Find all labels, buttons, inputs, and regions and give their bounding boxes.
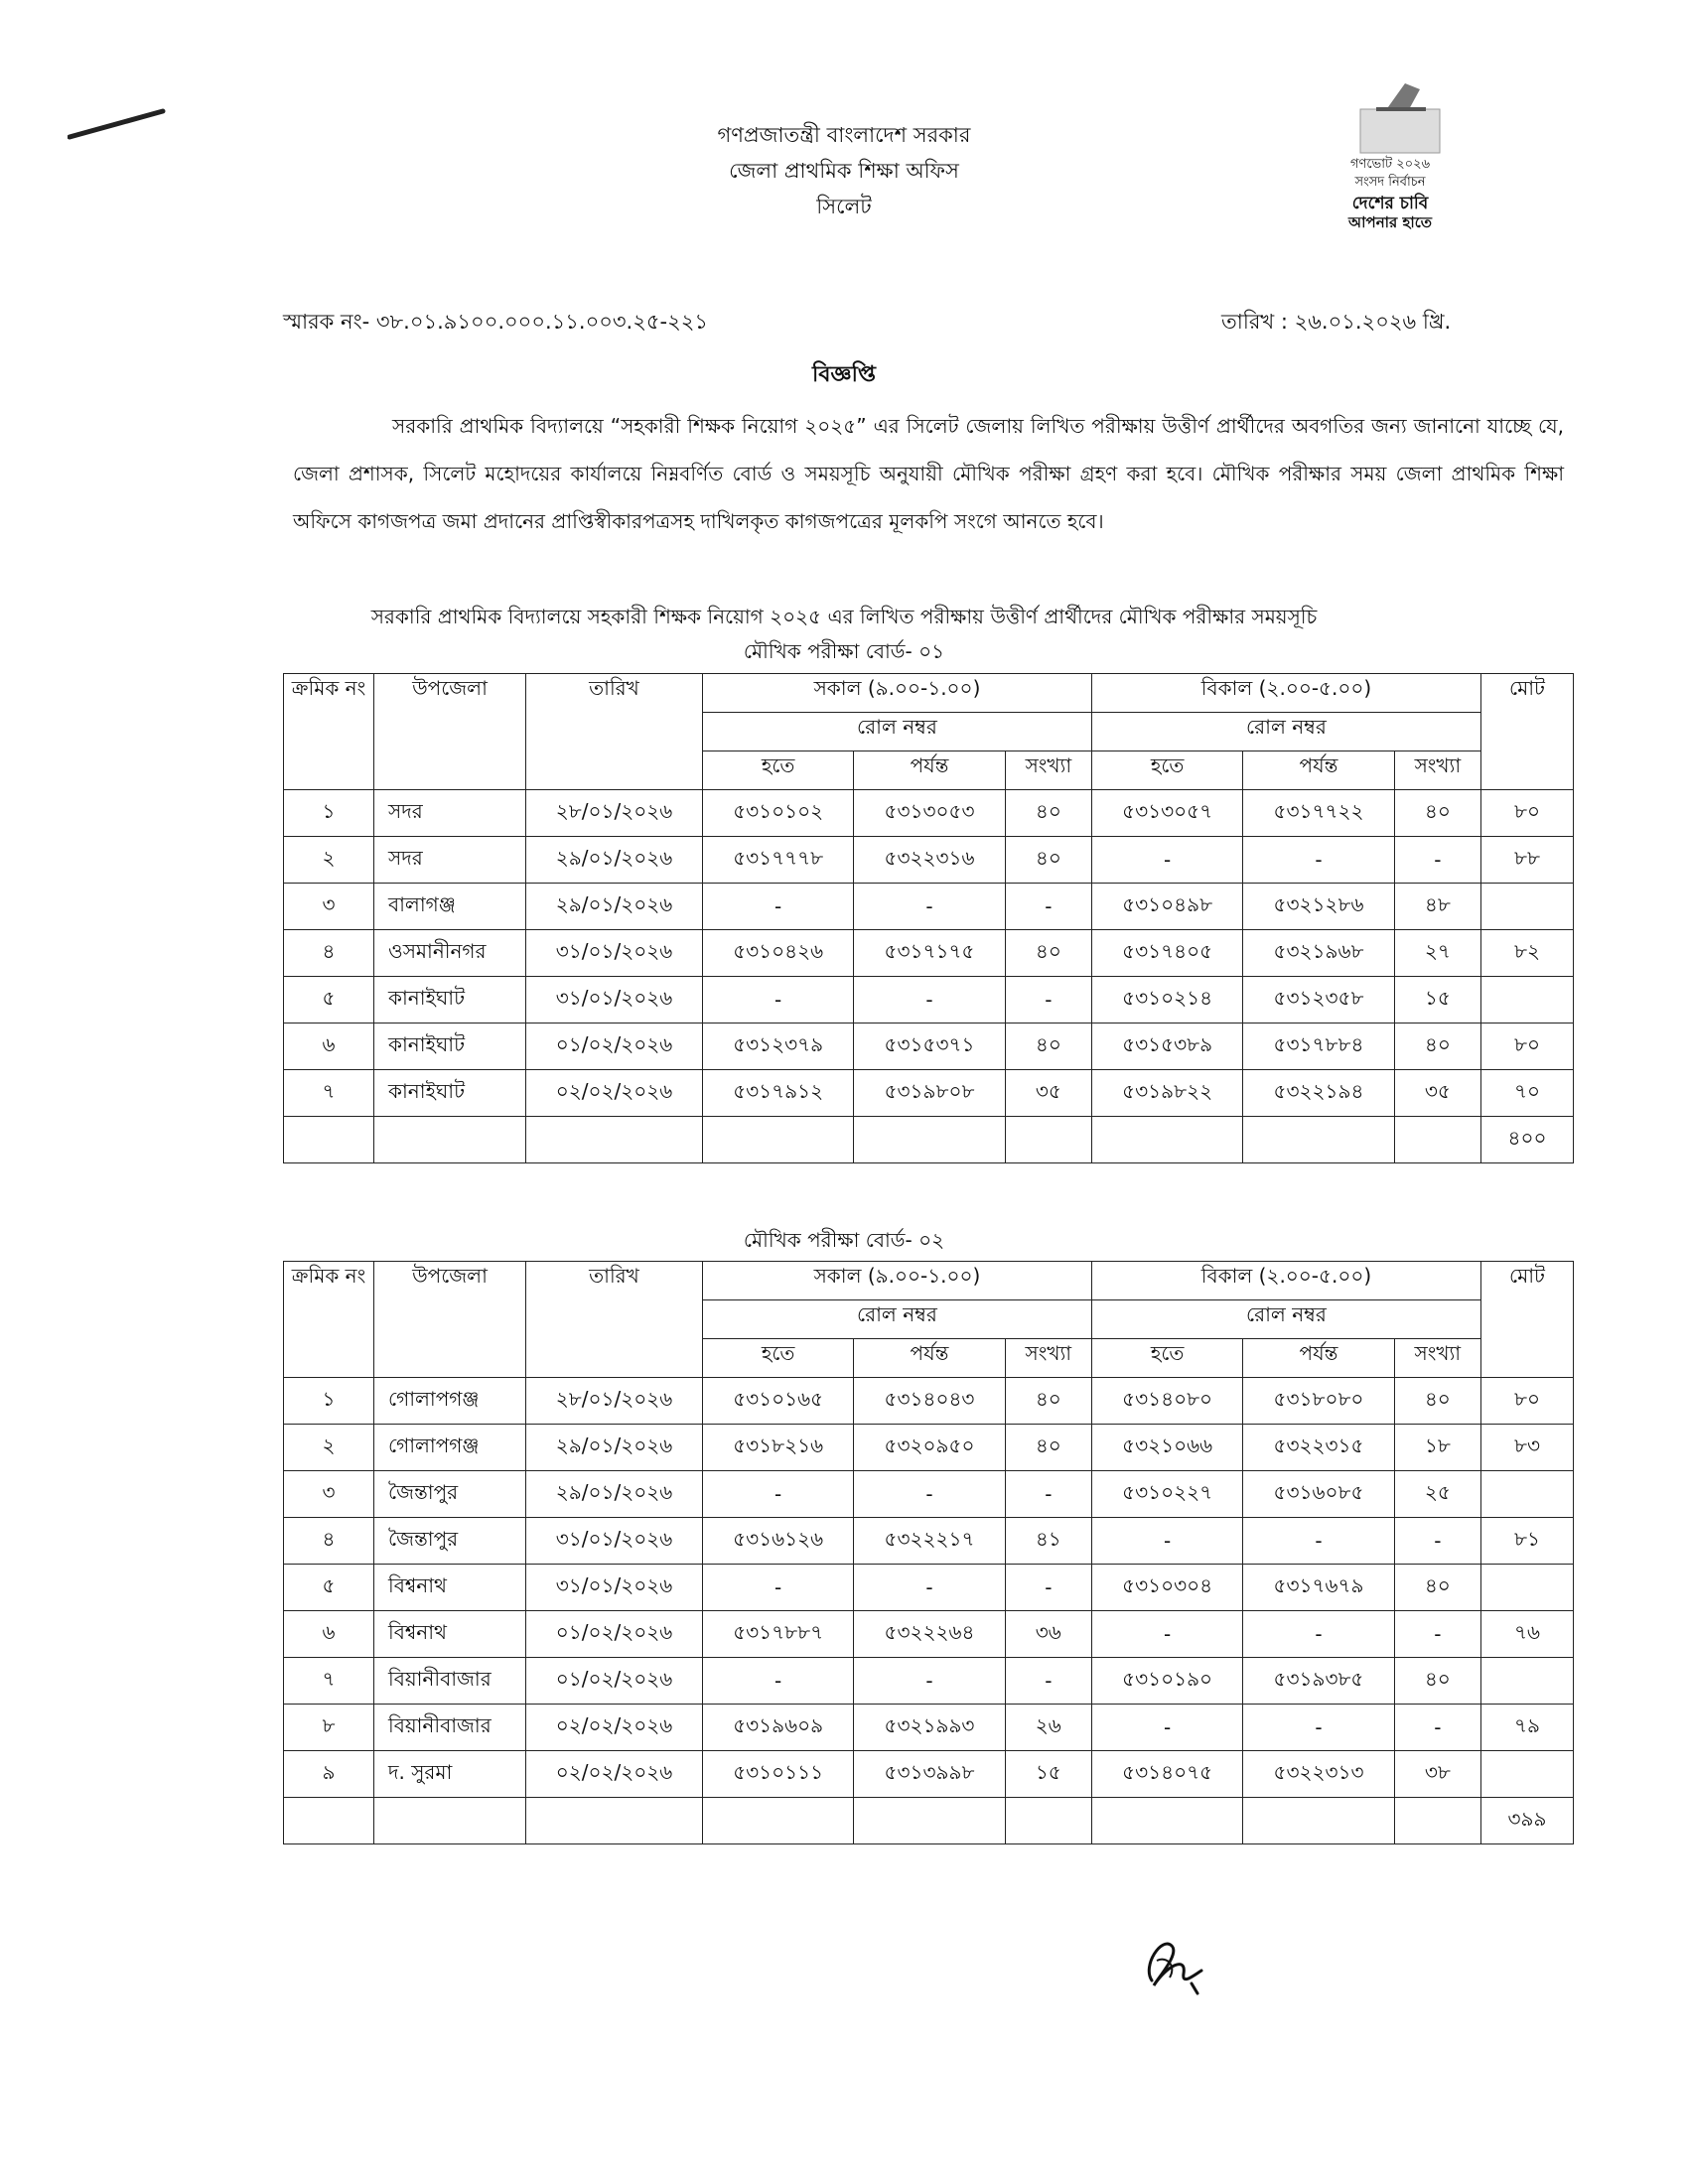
table-row: [284, 1471, 1574, 1518]
cell-afternoon-count: ৪৮: [1394, 884, 1480, 930]
cell-serial: ৭: [284, 1070, 374, 1117]
cell-upazila: ওসমানীনগর: [374, 930, 526, 977]
cell-total: [1481, 977, 1574, 1024]
cell-morning-from: -: [703, 1471, 854, 1518]
table-row: [284, 1611, 1574, 1658]
cell-serial: ৫: [284, 1565, 374, 1611]
cell-morning-from: ৫৩১৬১২৬: [703, 1518, 854, 1565]
cell-afternoon-to: ৫৩২১২৮৬: [1243, 884, 1394, 930]
cell-total: ৮৩: [1481, 1425, 1574, 1471]
cell-upazila: দ. সুরমা: [374, 1751, 526, 1798]
col-afternoon-from: হতে: [1091, 751, 1242, 790]
cell-total: ৮০: [1481, 790, 1574, 837]
cell-afternoon-from: ৫৩১০২২৭: [1091, 1471, 1242, 1518]
cell-date: ৩১/০১/২০২৬: [526, 1565, 703, 1611]
cell-morning-count: ৪০: [1005, 1024, 1091, 1070]
col-afternoon-to: পর্যন্ত: [1243, 751, 1394, 790]
table-row: [284, 1070, 1574, 1117]
cell-upazila: সদর: [374, 837, 526, 884]
cell-date: ০১/০২/২০২৬: [526, 1024, 703, 1070]
cell-afternoon-from: ৫৩১৪০৮০: [1091, 1378, 1242, 1425]
cell-total: [1481, 1471, 1574, 1518]
table-row: [284, 1658, 1574, 1705]
cell-afternoon-count: ১৫: [1394, 977, 1480, 1024]
board2-title: মৌখিক পরীক্ষা বোর্ড- ০২: [743, 1228, 945, 1252]
col-morning-count: সংখ্যা: [1005, 1339, 1091, 1378]
empty-cell: [854, 1798, 1005, 1844]
cell-afternoon-from: ৫৩১৭৪০৫: [1091, 930, 1242, 977]
cell-date: ২৮/০১/২০২৬: [526, 1378, 703, 1425]
col-morning-roll: রোল নম্বর: [703, 713, 1092, 751]
col-serial: ক্রমিক নং: [284, 674, 374, 790]
cell-date: ২৯/০১/২০২৬: [526, 1425, 703, 1471]
logo-line-2: সংসদ নির্বাচন: [1354, 175, 1426, 190]
cell-morning-count: ৪০: [1005, 930, 1091, 977]
cell-upazila: বিয়ানীবাজার: [374, 1705, 526, 1751]
cell-morning-to: -: [854, 1471, 1005, 1518]
cell-afternoon-count: -: [1394, 837, 1480, 884]
cell-date: ০১/০২/২০২৬: [526, 1611, 703, 1658]
cell-upazila: জৈন্তাপুর: [374, 1471, 526, 1518]
table-row: [284, 1705, 1574, 1751]
cell-morning-to: ৫৩১৪০৪৩: [854, 1378, 1005, 1425]
col-afternoon-count: সংখ্যা: [1394, 1339, 1480, 1378]
cell-upazila: বিশ্বনাথ: [374, 1611, 526, 1658]
cell-upazila: কানাইঘাট: [374, 1024, 526, 1070]
grand-total: ৪০০: [1481, 1117, 1574, 1163]
grand-total-row: [284, 1798, 1574, 1844]
cell-morning-to: ৫৩২১৯৯৩: [854, 1705, 1005, 1751]
col-afternoon-roll: রোল নম্বর: [1091, 1300, 1480, 1339]
cell-morning-to: -: [854, 1565, 1005, 1611]
cell-afternoon-to: ৫৩১৭৮৮৪: [1243, 1024, 1394, 1070]
board2-table: [283, 1261, 1574, 1844]
cell-afternoon-count: ৪০: [1394, 1658, 1480, 1705]
cell-date: ৩১/০১/২০২৬: [526, 977, 703, 1024]
board1-title: মৌখিক পরীক্ষা বোর্ড- ০১: [743, 639, 945, 663]
cell-upazila: বালাগঞ্জ: [374, 884, 526, 930]
header-district: সিলেট: [816, 195, 872, 218]
cell-morning-to: -: [854, 977, 1005, 1024]
empty-cell: [284, 1117, 374, 1163]
cell-afternoon-from: ৫৩১০১৯০: [1091, 1658, 1242, 1705]
cell-afternoon-to: ৫৩২২১৯৪: [1243, 1070, 1394, 1117]
cell-date: ০২/০২/২০২৬: [526, 1751, 703, 1798]
schedule-caption: সরকারি প্রাথমিক বিদ্যালয়ে সহকারী শিক্ষক নিয়োগ ২০২৫ এর লিখিত পরীক্ষায় উত্তীর্ণ প্রার্থীদের মৌখিক পরীক্ষার সময়সূচি: [370, 605, 1318, 628]
cell-morning-from: ৫৩১০১১১: [703, 1751, 854, 1798]
ballot-box-icon: [1281, 79, 1499, 159]
cell-afternoon-to: ৫৩১২৩৫৮: [1243, 977, 1394, 1024]
cell-morning-count: -: [1005, 884, 1091, 930]
cell-morning-count: -: [1005, 977, 1091, 1024]
logo-line-3: দেশের চাবি: [1351, 194, 1429, 213]
table-row: [284, 790, 1574, 837]
cell-date: ২৮/০১/২০২৬: [526, 790, 703, 837]
cell-morning-to: ৫৩২২২১৭: [854, 1518, 1005, 1565]
cell-afternoon-from: ৫৩১৫৩৮৯: [1091, 1024, 1242, 1070]
notice-body: সরকারি প্রাথমিক বিদ্যালয়ে “সহকারী শিক্ষক নিয়োগ ২০২৫” এর সিলেট জেলায় লিখিত পরীক্ষায় উত্তীর্ণ প্রার্থীদের অবগতির জন্য জানানো যাচ্ছে যে, জেলা প্রশাসক, সিলেট মহোদয়ের কার্যালয়ে নিম্নবর্ণিত বোর্ড ও সময়সূচি অনুযায়ী মৌখিক পরীক্ষা গ্রহণ করা হবে। মৌখিক পরীক্ষার সময় জেলা প্রাথমিক শিক্ষা অফিসে কাগজপত্র জমা প্রদানের প্রাপ্তিস্বীকারপত্রসহ দাখিলকৃত কাগজপত্রের মূলকপি সংগে আনতে হবে।: [293, 414, 1564, 533]
cell-morning-from: ৫৩১৮২১৬: [703, 1425, 854, 1471]
cell-upazila: গোলাপগঞ্জ: [374, 1378, 526, 1425]
cell-afternoon-to: ৫৩২২৩১৩: [1243, 1751, 1394, 1798]
empty-cell: [1091, 1117, 1242, 1163]
cell-serial: ৫: [284, 977, 374, 1024]
cell-serial: ২: [284, 837, 374, 884]
cell-serial: ৪: [284, 1518, 374, 1565]
cell-total: [1481, 1751, 1574, 1798]
cell-serial: ৩: [284, 1471, 374, 1518]
cell-afternoon-to: ৫৩২১৯৬৮: [1243, 930, 1394, 977]
empty-cell: [1005, 1117, 1091, 1163]
empty-cell: [703, 1798, 854, 1844]
cell-morning-from: -: [703, 1658, 854, 1705]
election-logo: [1281, 79, 1499, 238]
cell-afternoon-to: ৫৩২২৩১৫: [1243, 1425, 1394, 1471]
cell-upazila: কানাইঘাট: [374, 977, 526, 1024]
cell-upazila: গোলাপগঞ্জ: [374, 1425, 526, 1471]
board1-table: [283, 673, 1574, 1163]
cell-morning-count: ১৫: [1005, 1751, 1091, 1798]
cell-afternoon-to: ৫৩১৮০৮০: [1243, 1378, 1394, 1425]
cell-morning-count: ৪০: [1005, 1378, 1091, 1425]
cell-afternoon-count: -: [1394, 1705, 1480, 1751]
table-row: [284, 1518, 1574, 1565]
cell-morning-count: ৪১: [1005, 1518, 1091, 1565]
cell-afternoon-count: ৪০: [1394, 1378, 1480, 1425]
col-total: মোট: [1481, 1262, 1574, 1378]
col-morning: সকাল (৯.০০-১.০০): [703, 674, 1092, 713]
board1-rows: [284, 790, 1574, 1163]
col-morning-to: পর্যন্ত: [854, 751, 1005, 790]
cell-morning-to: ৫৩১৩০৫৩: [854, 790, 1005, 837]
cell-afternoon-count: ৩৮: [1394, 1751, 1480, 1798]
board2-rows: [284, 1378, 1574, 1844]
col-morning-roll: রোল নম্বর: [703, 1300, 1092, 1339]
cell-total: ৮০: [1481, 1378, 1574, 1425]
table-row: [284, 977, 1574, 1024]
cell-afternoon-from: ৫৩১০৩০৪: [1091, 1565, 1242, 1611]
cell-morning-to: ৫৩১৯৮০৮: [854, 1070, 1005, 1117]
empty-cell: [1394, 1798, 1480, 1844]
col-afternoon: বিকাল (২.০০-৫.০০): [1091, 674, 1480, 713]
cell-morning-count: ৪০: [1005, 1425, 1091, 1471]
cell-afternoon-to: -: [1243, 1611, 1394, 1658]
cell-morning-from: ৫৩১০৪২৬: [703, 930, 854, 977]
cell-afternoon-from: ৫৩১৪০৭৫: [1091, 1751, 1242, 1798]
table-row: [284, 1024, 1574, 1070]
cell-morning-to: ৫৩১৭১৭৫: [854, 930, 1005, 977]
cell-upazila: জৈন্তাপুর: [374, 1518, 526, 1565]
col-morning-count: সংখ্যা: [1005, 751, 1091, 790]
cell-total: ৮২: [1481, 930, 1574, 977]
cell-date: ২৯/০১/২০২৬: [526, 1471, 703, 1518]
notice-title: বিজ্ঞপ্তি: [812, 362, 876, 387]
grand-total: ৩৯৯: [1481, 1798, 1574, 1844]
grand-total-row: [284, 1117, 1574, 1163]
cell-morning-from: ৫৩১০১৬৫: [703, 1378, 854, 1425]
cell-afternoon-count: -: [1394, 1518, 1480, 1565]
empty-cell: [854, 1117, 1005, 1163]
col-morning-from: হতে: [703, 751, 854, 790]
col-afternoon-from: হতে: [1091, 1339, 1242, 1378]
cell-afternoon-to: ৫৩১৬০৮৫: [1243, 1471, 1394, 1518]
cell-morning-count: ৪০: [1005, 837, 1091, 884]
cell-total: ৭০: [1481, 1070, 1574, 1117]
cell-morning-to: ৫৩২০৯৫০: [854, 1425, 1005, 1471]
col-date: তারিখ: [526, 1262, 703, 1378]
cell-total: [1481, 884, 1574, 930]
cell-afternoon-count: ২৭: [1394, 930, 1480, 977]
col-afternoon-to: পর্যন্ত: [1243, 1339, 1394, 1378]
cell-morning-count: ৪০: [1005, 790, 1091, 837]
cell-afternoon-to: ৫৩১৭৬৭৯: [1243, 1565, 1394, 1611]
col-serial: ক্রমিক নং: [284, 1262, 374, 1378]
empty-cell: [526, 1798, 703, 1844]
empty-cell: [1243, 1798, 1394, 1844]
cell-morning-to: ৫৩১৫৩৭১: [854, 1024, 1005, 1070]
cell-afternoon-count: ৩৫: [1394, 1070, 1480, 1117]
logo-line-4: আপনার হাতে: [1348, 213, 1432, 231]
cell-date: ০২/০২/২০২৬: [526, 1070, 703, 1117]
cell-afternoon-to: -: [1243, 837, 1394, 884]
cell-afternoon-count: ২৫: [1394, 1471, 1480, 1518]
signature: [1132, 1926, 1221, 1995]
empty-cell: [374, 1117, 526, 1163]
cell-serial: ৭: [284, 1658, 374, 1705]
cell-upazila: সদর: [374, 790, 526, 837]
cell-afternoon-from: ৫৩১৯৮২২: [1091, 1070, 1242, 1117]
cell-afternoon-to: ৫৩১৭৭২২: [1243, 790, 1394, 837]
col-morning-to: পর্যন্ত: [854, 1339, 1005, 1378]
table-row: [284, 1378, 1574, 1425]
cell-afternoon-to: ৫৩১৯৩৮৫: [1243, 1658, 1394, 1705]
col-morning: সকাল (৯.০০-১.০০): [703, 1262, 1092, 1300]
cell-serial: ২: [284, 1425, 374, 1471]
cell-morning-to: ৫৩২২২৬৪: [854, 1611, 1005, 1658]
cell-upazila: কানাইঘাট: [374, 1070, 526, 1117]
cell-morning-from: -: [703, 977, 854, 1024]
cell-morning-from: ৫৩১০১০২: [703, 790, 854, 837]
cell-afternoon-count: -: [1394, 1611, 1480, 1658]
notice-date: তারিখ : ২৬.০১.২০২৬ খ্রি.: [1221, 310, 1452, 334]
cell-afternoon-count: ৪০: [1394, 790, 1480, 837]
cell-total: ৮১: [1481, 1518, 1574, 1565]
cell-afternoon-count: ৪০: [1394, 1565, 1480, 1611]
col-morning-from: হতে: [703, 1339, 854, 1378]
logo-line-1: গণভোট ২০২৬: [1349, 157, 1431, 172]
cell-morning-from: -: [703, 1565, 854, 1611]
cell-morning-to: -: [854, 884, 1005, 930]
cell-morning-count: ৩৫: [1005, 1070, 1091, 1117]
cell-morning-from: ৫৩১৭৭৭৮: [703, 837, 854, 884]
cell-morning-count: ২৬: [1005, 1705, 1091, 1751]
cell-afternoon-count: ১৮: [1394, 1425, 1480, 1471]
cell-date: ৩১/০১/২০২৬: [526, 930, 703, 977]
col-afternoon-roll: রোল নম্বর: [1091, 713, 1480, 751]
cell-total: [1481, 1658, 1574, 1705]
empty-cell: [1091, 1798, 1242, 1844]
cell-afternoon-from: -: [1091, 1705, 1242, 1751]
cell-afternoon-from: -: [1091, 837, 1242, 884]
cell-date: ০২/০২/২০২৬: [526, 1705, 703, 1751]
empty-cell: [284, 1798, 374, 1844]
cell-upazila: বিশ্বনাথ: [374, 1565, 526, 1611]
cell-afternoon-from: -: [1091, 1518, 1242, 1565]
cell-serial: ৪: [284, 930, 374, 977]
empty-cell: [1243, 1117, 1394, 1163]
cell-serial: ১: [284, 1378, 374, 1425]
cell-serial: ৯: [284, 1751, 374, 1798]
col-date: তারিখ: [526, 674, 703, 790]
header-government: গণপ্রজাতন্ত্রী বাংলাদেশ সরকার: [717, 123, 971, 147]
cell-afternoon-to: -: [1243, 1518, 1394, 1565]
cell-morning-from: ৫৩১২৩৭৯: [703, 1024, 854, 1070]
col-total: মোট: [1481, 674, 1574, 790]
cell-morning-from: -: [703, 884, 854, 930]
cell-morning-count: ৩৬: [1005, 1611, 1091, 1658]
cell-morning-from: ৫৩১৯৬০৯: [703, 1705, 854, 1751]
cell-afternoon-count: ৪০: [1394, 1024, 1480, 1070]
table-row: [284, 884, 1574, 930]
cell-total: [1481, 1565, 1574, 1611]
table-row: [284, 837, 1574, 884]
cell-morning-to: -: [854, 1658, 1005, 1705]
cell-date: ৩১/০১/২০২৬: [526, 1518, 703, 1565]
cell-upazila: বিয়ানীবাজার: [374, 1658, 526, 1705]
table-row: [284, 1751, 1574, 1798]
cell-afternoon-from: ৫৩১০৪৯৮: [1091, 884, 1242, 930]
cell-afternoon-from: ৫৩১০২১৪: [1091, 977, 1242, 1024]
empty-cell: [526, 1117, 703, 1163]
cell-afternoon-from: ৫৩১৩০৫৭: [1091, 790, 1242, 837]
cell-total: ৮৮: [1481, 837, 1574, 884]
cell-serial: ১: [284, 790, 374, 837]
cell-afternoon-to: -: [1243, 1705, 1394, 1751]
cell-serial: ৬: [284, 1024, 374, 1070]
cell-total: ৮০: [1481, 1024, 1574, 1070]
cell-serial: ৬: [284, 1611, 374, 1658]
cell-morning-count: -: [1005, 1565, 1091, 1611]
cell-total: ৭৬: [1481, 1611, 1574, 1658]
cell-morning-from: ৫৩১৭৮৮৭: [703, 1611, 854, 1658]
cell-date: ০১/০২/২০২৬: [526, 1658, 703, 1705]
cell-morning-to: ৫৩১৩৯৯৮: [854, 1751, 1005, 1798]
cell-serial: ৩: [284, 884, 374, 930]
empty-cell: [703, 1117, 854, 1163]
cell-morning-from: ৫৩১৭৯১২: [703, 1070, 854, 1117]
table-row: [284, 1425, 1574, 1471]
empty-cell: [1005, 1798, 1091, 1844]
cell-afternoon-from: ৫৩২১০৬৬: [1091, 1425, 1242, 1471]
cell-morning-count: -: [1005, 1658, 1091, 1705]
empty-cell: [1394, 1117, 1480, 1163]
col-upazila: উপজেলা: [374, 1262, 526, 1378]
cell-date: ২৯/০১/২০২৬: [526, 837, 703, 884]
header-office: জেলা প্রাথমিক শিক্ষা অফিস: [729, 159, 959, 183]
table-row: [284, 930, 1574, 977]
col-afternoon-count: সংখ্যা: [1394, 751, 1480, 790]
cell-total: ৭৯: [1481, 1705, 1574, 1751]
cell-date: ২৯/০১/২০২৬: [526, 884, 703, 930]
cell-serial: ৮: [284, 1705, 374, 1751]
cell-morning-to: ৫৩২২৩১৬: [854, 837, 1005, 884]
table-row: [284, 1565, 1574, 1611]
col-upazila: উপজেলা: [374, 674, 526, 790]
memo-number: স্মারক নং- ৩৮.০১.৯১০০.০০০.১১.০০৩.২৫-২২১: [283, 310, 709, 334]
empty-cell: [374, 1798, 526, 1844]
cell-afternoon-from: -: [1091, 1611, 1242, 1658]
col-afternoon: বিকাল (২.০০-৫.০০): [1091, 1262, 1480, 1300]
cell-morning-count: -: [1005, 1471, 1091, 1518]
